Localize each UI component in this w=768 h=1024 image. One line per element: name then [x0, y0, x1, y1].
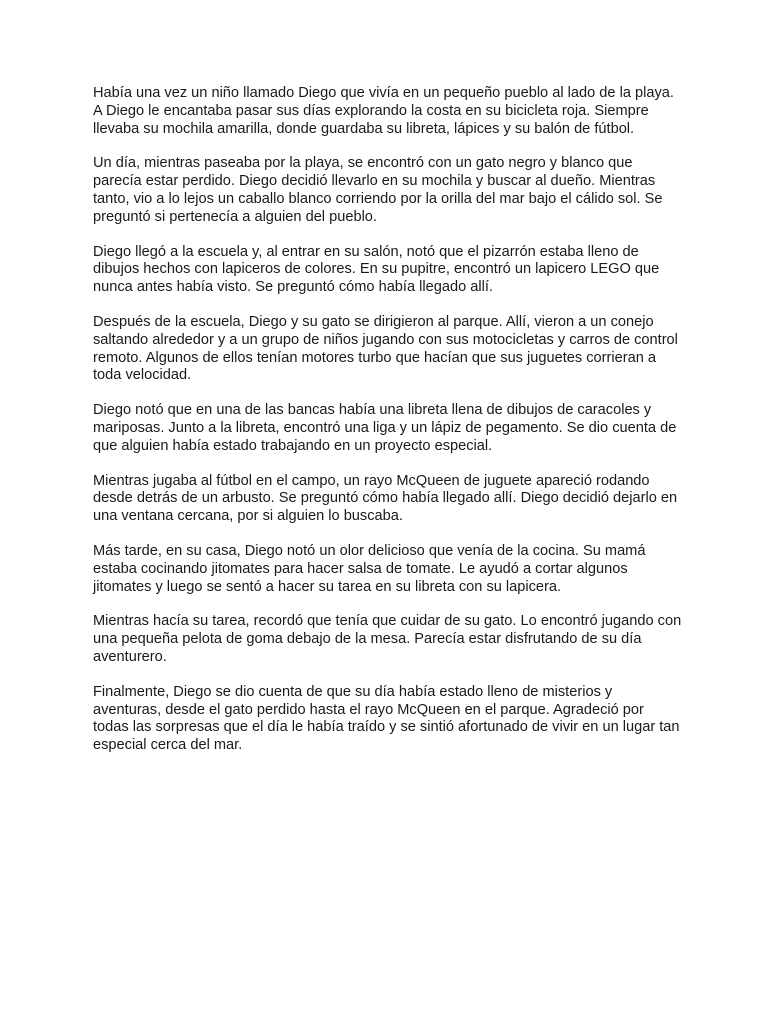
paragraph-3: Diego llegó a la escuela y, al entrar en su salón, notó que el pizarrón estaba lleno de dibujos hechos con lapiceros de colores. En su pupitre, encontró un lapicero LEGO que nunca antes había visto. Se preguntó cómo había llegado allí.	[93, 243, 660, 296]
paragraph-6: Mientras jugaba al fútbol en el campo, un rayo McQueen de juguete apareció rodando desde detrás de un arbusto. Se preguntó cómo había llegado allí. Diego decidió dejarlo en una ventana cercana, por si alguien lo buscaba.	[93, 472, 678, 525]
paragraph-1: Había una vez un niño llamado Diego que vivía en un pequeño pueblo al lado de la playa. A Diego le encantaba pasar sus días explorando la costa en su bicicleta roja. Siempre llevaba su mochila amarilla, donde guardaba su libreta, lápices y su balón de fútbol.	[93, 85, 674, 137]
paragraph-9: Finalmente, Diego se dio cuenta de que su día había estado lleno de misterios y aventuras, desde el gato perdido hasta el rayo McQueen en el parque. Agradeció por todas las sorpresas que el día le había traído y se sintió afortunado de vivir en un lugar tan especial cerca del mar.	[93, 683, 680, 754]
paragraph-4: Después de la escuela, Diego y su gato se dirigieron al parque. Allí, vieron a un conejo saltando alrededor y a un grupo de niños jugando con sus motocicletas y carros de control remoto. Algunos de ellos tenían motores turbo que hacían que sus juguetes corrieran a toda velocidad.	[93, 313, 678, 384]
paragraph-2: Un día, mientras paseaba por la playa, se encontró con un gato negro y blanco que parecía estar perdido. Diego decidió llevarlo en su mochila y buscar al dueño. Mientras tanto, vio a lo lejos un caballo blanco corriendo por la orilla del mar bajo el cálido sol. Se preguntó si pertenecía a alguien del pueblo.	[93, 155, 663, 225]
paragraph-5: Diego notó que en una de las bancas había una libreta llena de dibujos de caracoles y mariposas. Junto a la libreta, encontró una liga y un lápiz de pegamento. Se dio cuenta de que alguien había estado trabajando en un proyecto especial.	[93, 402, 677, 454]
paragraph-8: Mientras hacía su tarea, recordó que tenía que cuidar de su gato. Lo encontró jugando con una pequeña pelota de goma debajo de la mesa. Parecía estar disfrutando de su día aventurero.	[93, 613, 682, 665]
document-body	[93, 85, 683, 772]
paragraph-7: Más tarde, en su casa, Diego notó un olor delicioso que venía de la cocina. Su mamá estaba cocinando jitomates para hacer salsa de tomate. Le ayudó a cortar algunos jitomates y luego se sentó a hacer su tarea en su libreta con su lapicera.	[93, 542, 646, 595]
